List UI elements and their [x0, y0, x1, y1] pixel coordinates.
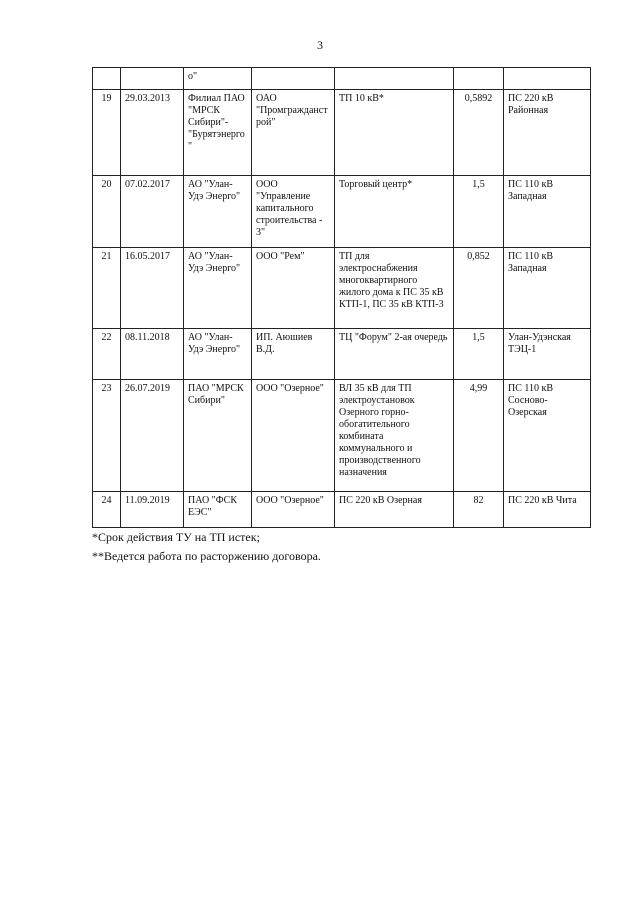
object-name: ТП 10 кВ* — [335, 90, 454, 176]
row-number: 23 — [93, 380, 121, 492]
applicant: АО "Улан-Удэ Энерго" — [184, 248, 252, 329]
table-row — [93, 176, 591, 248]
connection-table — [92, 67, 591, 528]
table-row — [93, 90, 591, 176]
recipient: ООО "Управление капитального строительства - 3" — [252, 176, 335, 248]
substation: ПС 110 кВ Сосново-Озерская — [504, 380, 591, 492]
recipient: ООО "Рем" — [252, 248, 335, 329]
contract-date: 08.11.2018 — [121, 329, 184, 380]
table-row — [93, 329, 591, 380]
power-value: 1,5 — [454, 176, 504, 248]
recipient: ООО "Озерное" — [252, 492, 335, 528]
applicant: АО "Улан-Удэ Энерго" — [184, 329, 252, 380]
footnote-expired: *Срок действия ТУ на ТП истек; — [92, 530, 260, 544]
table-row — [93, 492, 591, 528]
object-name: ПС 220 кВ Озерная — [335, 492, 454, 528]
substation: ПС 220 кВ Чита — [504, 492, 591, 528]
power-value: 4,99 — [454, 380, 504, 492]
table-row — [93, 380, 591, 492]
applicant: о" — [184, 68, 252, 90]
applicant: АО "Улан-Удэ Энерго" — [184, 176, 252, 248]
row-number: 22 — [93, 329, 121, 380]
page-number: 3 — [317, 38, 323, 52]
substation: ПС 220 кВ Районная — [504, 90, 591, 176]
recipient: ИП. Аюшиев В.Д. — [252, 329, 335, 380]
object-name: ВЛ 35 кВ для ТП электроустановок Озерного горно-обогатительного комбината коммунального и производственного назначения — [335, 380, 454, 492]
object-name — [335, 68, 454, 90]
row-number: 24 — [93, 492, 121, 528]
contract-date: 11.09.2019 — [121, 492, 184, 528]
contract-date: 07.02.2017 — [121, 176, 184, 248]
row-number: 21 — [93, 248, 121, 329]
power-value: 0,852 — [454, 248, 504, 329]
recipient — [252, 68, 335, 90]
row-number: 19 — [93, 90, 121, 176]
contract-date: 29.03.2013 — [121, 90, 184, 176]
substation — [504, 68, 591, 90]
substation: Улан-Удэнская ТЭЦ-1 — [504, 329, 591, 380]
table-row — [93, 68, 591, 90]
applicant: Филиал ПАО "МРСК Сибири"-"Бурятэнерго" — [184, 90, 252, 176]
power-value: 0,5892 — [454, 90, 504, 176]
object-name: ТП для электроснабжения многоквартирного жилого дома к ПС 35 кВ КТП-1, ПС 35 кВ КТП-3 — [335, 248, 454, 329]
substation: ПС 110 кВ Западная — [504, 248, 591, 329]
footnote-termination: **Ведется работа по расторжению договора. — [92, 549, 321, 563]
recipient: ООО "Озерное" — [252, 380, 335, 492]
table-row — [93, 248, 591, 329]
contract-date: 16.05.2017 — [121, 248, 184, 329]
recipient: ОАО "Промгражданстрой" — [252, 90, 335, 176]
object-name: Торговый центр* — [335, 176, 454, 248]
contract-date: 26.07.2019 — [121, 380, 184, 492]
object-name: ТЦ "Форум" 2-ая очередь — [335, 329, 454, 380]
power-value — [454, 68, 504, 90]
row-number: 20 — [93, 176, 121, 248]
contract-date — [121, 68, 184, 90]
row-number — [93, 68, 121, 90]
substation: ПС 110 кВ Западная — [504, 176, 591, 248]
applicant: ПАО "МРСК Сибири" — [184, 380, 252, 492]
power-value: 1,5 — [454, 329, 504, 380]
power-value: 82 — [454, 492, 504, 528]
footnotes — [92, 528, 321, 566]
applicant: ПАО "ФСК ЕЭС" — [184, 492, 252, 528]
